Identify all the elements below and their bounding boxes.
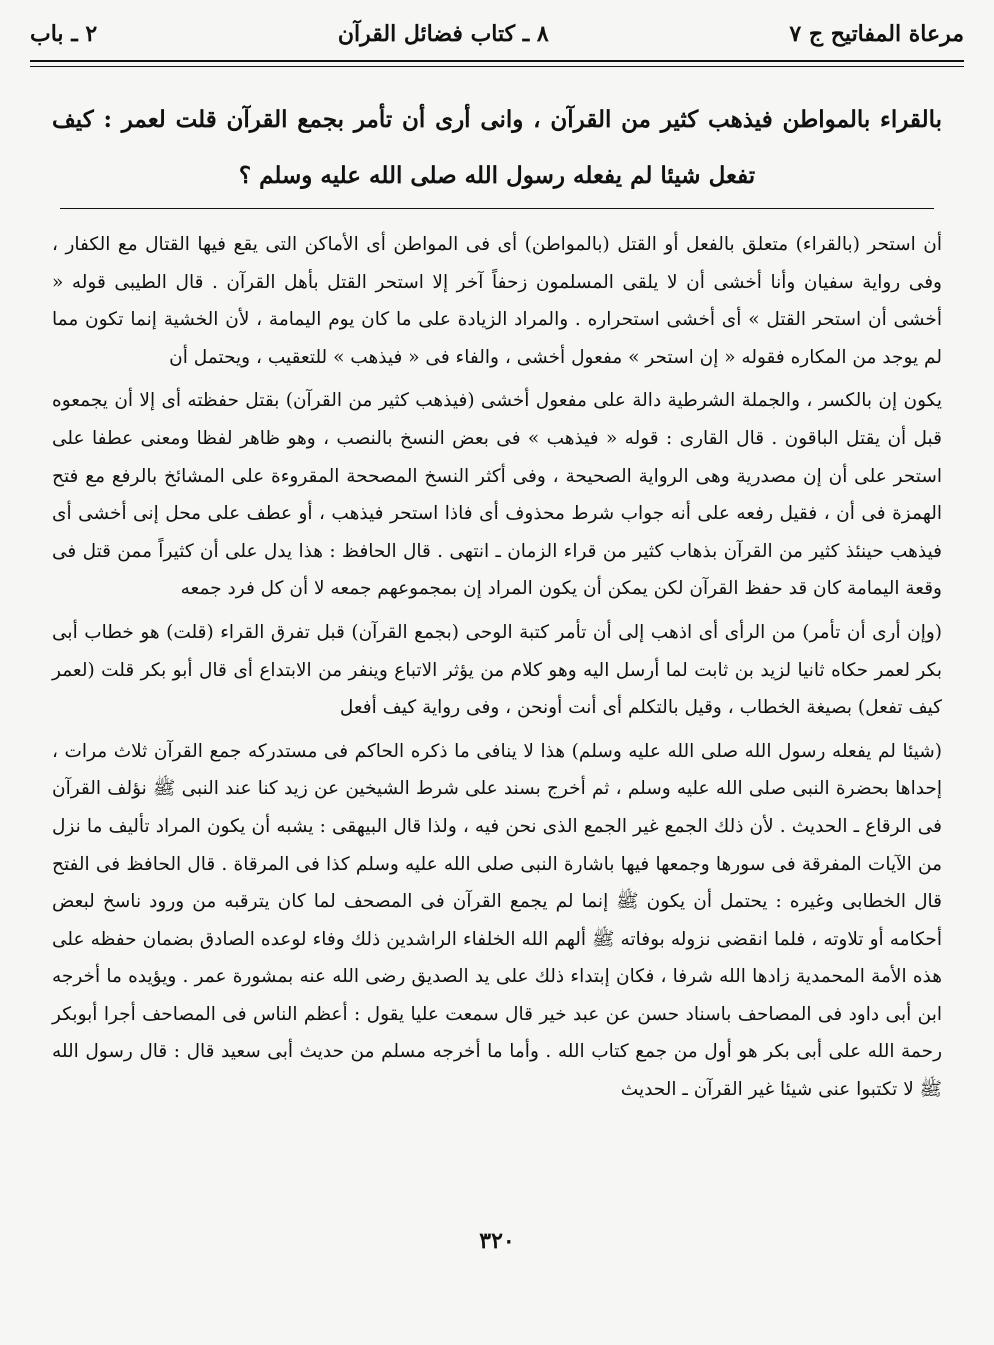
hadith-text: بالقراء بالمواطن فيذهب كثير من القرآن ، وانى أرى أن تأمر بجمع القرآن قلت لعمر : كيف تفعل شيئا لم يفعله رسول الله صلى الله عليه وسلم ؟ (52, 106, 942, 189)
page-number: ٣٢٠ (479, 1228, 515, 1254)
section-label: ٢ ـ باب (30, 21, 98, 47)
commentary-paragraph: (وإن أرى أن تأمر) من الرأى أى اذهب إلى أن تأمر كتبة الوحى (بجمع القرآن) قبل تفرق القراء (قلت) هو خطاب أبى بكر لعمر حكاه ثانيا لزيد بن ثابت لما أرسل اليه وهو كلام من يؤثر الاتباع وينفر من الابتداع أى قال أبو بكر قلت (لعمر كيف تفعل) بصيغة الخطاب ، وقيل بالتكلم أى أنت أونحن ، وفى رواية كيف أفعل (52, 621, 942, 719)
header-divider (30, 60, 964, 67)
running-header (30, 14, 964, 54)
commentary-paragraph: يكون إن بالكسر ، والجملة الشرطية دالة على مفعول أخشى (فيذهب كثير من القرآن) بقتل حفظته أى إلا أن يجمعوه قبل أن يقتل الباقون . قال القارى : قوله « فيذهب » فى بعض النسخ بالنصب ، وهو ظاهر لفظا ومعنى عطفا على استحر على أن إن مصدرية وهى الرواية الصحيحة ، وفى أكثر النسخ المصححة المقروءة على المشائخ بالرفع مع فتح الهمزة فى أن ، فقيل رفعه على أنه جواب شرط محذوف أى فاذا استحر فيذهب ، أو عطف على محل إنى أخشى أى فيذهب حينئذ كثير من القرآن بذهاب كثير من قراء الزمان ـ انتهى . قال الحافظ : هذا يدل على أن كثيراً ممن قتل فى وقعة اليمامة كان قد حفظ القرآن لكن يمكن أن يكون المراد إن بمجموعهم جمعه لا أن كل فرد جمعه (52, 390, 942, 600)
commentary-paragraph: أن استحر (بالقراء) متعلق بالفعل أو القتل (بالمواطن) أى فى المواطن أى الأماكن التى يقع فيها القتال مع الكفار ، وفى رواية سفيان وأنا أخشى أن لا يلقى المسلمون زحفاً آخر إلا استحر القتل بأهل القرآن . قال الطيبى قوله « أخشى أن استحر القتل » أى أخشى استحراره . والمراد الزيادة على ما كان يوم اليمامة ، لأن الخشية إنما تكون مما لم يوجد من المكاره فقوله « إن استحر » مفعول أخشى ، والفاء فى « فيذهب » للتعقيب ، ويحتمل أن (52, 234, 942, 368)
commentary-paragraph: (شيئا لم يفعله رسول الله صلى الله عليه وسلم) هذا لا ينافى ما ذكره الحاكم فى مستدركه جمع القرآن ثلاث مرات ، إحداها بحضرة النبى صلى الله عليه وسلم ، ثم أخرج بسند على شرط الشيخين عن زيد كنا عند النبى ﷺ نؤلف القرآن فى الرقاع ـ الحديث . لأن ذلك الجمع غير الجمع الذى نحن فيه ، ولذا قال البيهقى : يشبه أن يكون المراد تأليف ما نزل من الآيات المفرقة فى سورها وجمعها فيها باشارة النبى صلى الله عليه وسلم كذا فى المرقاة . قال الحافظ فى الفتح قال الخطابى وغيره : يحتمل أن يكون ﷺ إنما لم يجمع القرآن فى المصحف لما كان يترقبه من ورود ناسخ لبعض أحكامه أو تلاوته ، فلما انقضى نزوله بوفاته ﷺ ألهم الله الخلفاء الراشدين ذلك وفاء لوعده الصادق بضمان حفظه على هذه الأمة المحمدية زادها الله شرفا ، فكان إبتداء ذلك على يد الصديق رضى الله عنه بمشورة عمر . ويؤيده ما أخرجه ابن أبى داود فى المصاحف باسناد حسن عن عبد خير قال سمعت عليا يقول : أعظم الناس فى المصاحف أجرا أبوبكر رحمة الله على أبى بكر هو أول من جمع كتاب الله . وأما ما أخرجه مسلم من حديث أبى سعيد قال : قال رسول الله ﷺ لا تكتبوا عنى شيئا غير القرآن ـ الحديث (52, 740, 942, 1101)
hadith-divider (60, 208, 934, 209)
book-title: مرعاة المفاتيح ج ٧ (789, 21, 964, 47)
chapter-title: ٨ ـ كتاب فضائل القرآن (337, 21, 549, 47)
commentary-body (52, 226, 942, 1115)
